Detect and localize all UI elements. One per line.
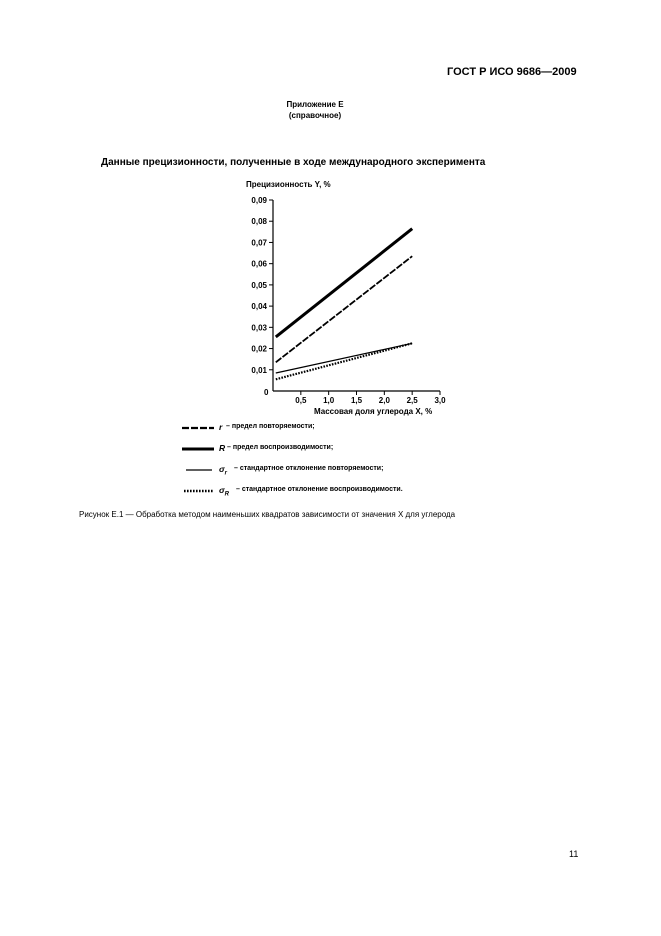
- origin-label: 0: [264, 388, 269, 397]
- x-tick-label: 1,5: [350, 396, 363, 405]
- legend-text-sigma-r: – стандартное отклонение повторяемости;: [234, 465, 384, 472]
- x-tick-label: 2,5: [406, 396, 418, 405]
- series-line-R: [276, 229, 412, 337]
- precision-chart: [240, 178, 460, 423]
- annex-status: (справочное): [288, 111, 342, 120]
- x-tick-label: 0,5: [295, 396, 307, 405]
- y-tick-label: 0,03: [251, 323, 267, 333]
- series-line-r: [276, 256, 412, 362]
- y-tick-label: 0,05: [251, 280, 267, 290]
- legend-symbol-sigma-r: $\sigma_r$: [219, 464, 227, 477]
- x-tick-label: 1,0: [323, 396, 335, 405]
- figure-title: Данные прецизионности, полученные в ходе международного эксперимента: [101, 157, 486, 168]
- y-tick-label: 0,08: [251, 217, 267, 227]
- legend-line-dashed: [182, 422, 216, 434]
- y-tick-label: 0,09: [251, 196, 267, 205]
- x-tick-label: 3,0: [434, 396, 446, 405]
- annex-heading: [240, 99, 390, 121]
- y-tick-label: 0,01: [251, 365, 267, 375]
- y-tick-label: 0,07: [251, 238, 267, 248]
- x-axis-title: Массовая доля углерода X, %: [314, 407, 433, 416]
- legend-line-solid: [182, 464, 216, 476]
- axes: [251, 196, 446, 405]
- legend-symbol-sigma-R: $\sigma_R$: [219, 485, 229, 498]
- legend-line-thick: [182, 443, 216, 455]
- y-axis-title: Прецизионность Y, %: [246, 180, 331, 189]
- y-tick-label: 0,04: [251, 302, 267, 312]
- page-number: 11: [569, 849, 579, 859]
- series-lines: [276, 229, 412, 380]
- x-tick-label: 2,0: [378, 396, 390, 405]
- chart-canvas: [240, 178, 460, 418]
- legend-text-R: – предел воспроизводимости;: [227, 444, 334, 451]
- legend-symbol-R: R: [219, 443, 226, 453]
- legend-symbol-r: r: [219, 422, 223, 432]
- legend-line-dotted: [182, 485, 216, 497]
- standard-designation: ГОСТ Р ИСО 9686—2009: [447, 66, 577, 78]
- y-tick-label: 0,02: [251, 344, 267, 354]
- figure-caption: Рисунок Е.1 — Обработка методом наименьших квадратов зависимости от значения X для углерода: [79, 510, 456, 519]
- legend-text-r: – предел повторяемости;: [226, 423, 315, 430]
- series-line-sigma_R: [276, 343, 412, 379]
- annex-title: Приложение Е: [286, 100, 344, 109]
- y-tick-label: 0,06: [251, 259, 267, 269]
- legend-text-sigma-R: – стандартное отклонение воспроизводимости.: [236, 486, 403, 493]
